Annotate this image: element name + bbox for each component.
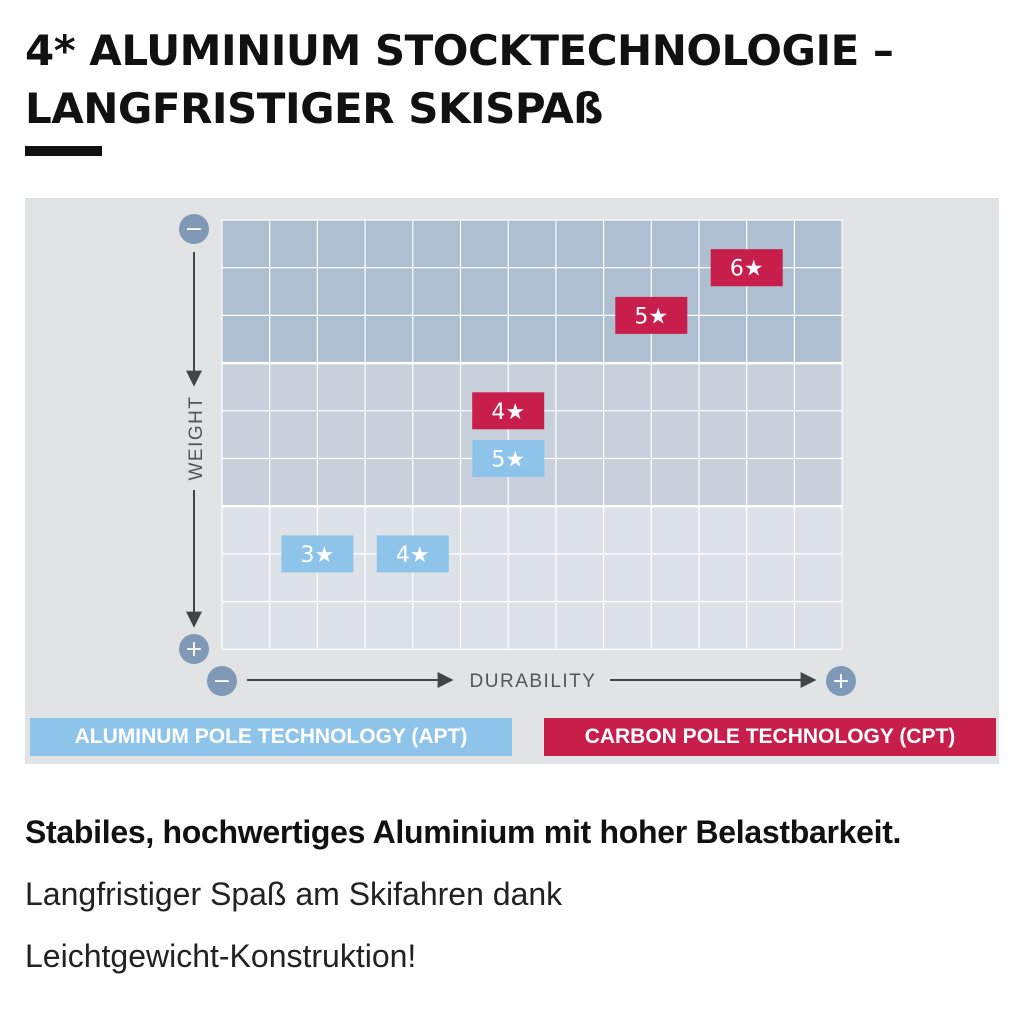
x-axis-max-marker: + (831, 669, 851, 694)
y-axis-min-marker: − (184, 217, 204, 242)
description-line-1: Langfristiger Spaß am Skifahren dank (25, 876, 563, 912)
legend-apt (30, 718, 512, 756)
y-axis-max-marker: + (184, 637, 204, 662)
zone-light (222, 220, 842, 363)
x-axis-min-marker: − (212, 669, 232, 694)
data-label-apt-2: 5★ (491, 447, 526, 473)
zone-heavy (222, 363, 842, 506)
legend-cpt (544, 718, 996, 756)
x-axis-label: DURABILITY (469, 671, 597, 692)
data-label-apt-1: 4★ (395, 542, 430, 568)
page-title-line2: LANGFRISTIGER SKISPAß (25, 84, 604, 133)
description-line-2: Leichtgewicht-Konstruktion! (25, 938, 417, 974)
description-headline: Stabiles, hochwertiges Aluminium mit hoher Belastbarkeit. (25, 814, 902, 850)
data-label-apt-0: 3★ (300, 542, 335, 568)
legend-apt-label: ALUMINUM POLE TECHNOLOGY (APT) (74, 725, 468, 748)
data-label-cpt-0: 4★ (491, 399, 526, 425)
data-label-cpt-1: 5★ (634, 304, 669, 330)
legend-cpt-label: CARBON POLE TECHNOLOGY (CPT) (584, 725, 956, 748)
y-axis-label: WEIGHT (186, 395, 207, 481)
data-label-cpt-2: 6★ (729, 256, 764, 282)
page-title-line1: 4* ALUMINIUM STOCKTECHNOLOGIE – (25, 26, 894, 75)
zone-heaviest (222, 506, 842, 649)
